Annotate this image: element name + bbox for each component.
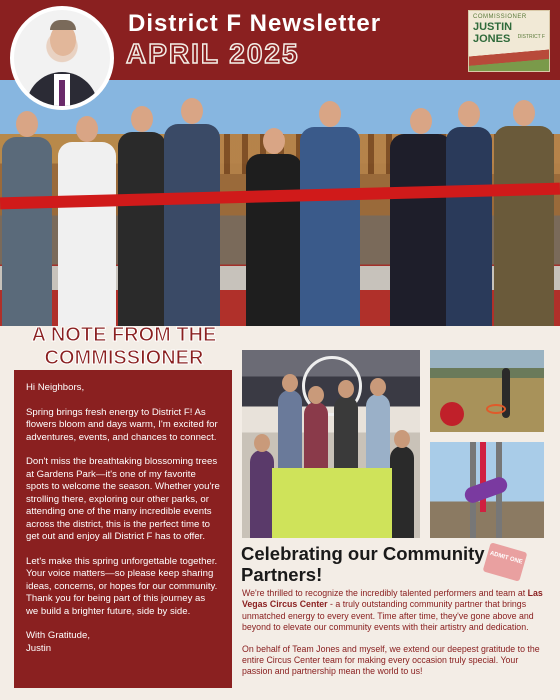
- ticket-icon: ADMIT ONE: [483, 542, 528, 581]
- partners-heading: Celebrating our Community Partners!: [241, 543, 485, 585]
- logo-top-text: COMMISSIONER: [473, 14, 527, 20]
- newsletter-month: APRIL 2025: [126, 38, 300, 69]
- photo-person: [246, 128, 302, 326]
- aerial-silks-photo: [430, 442, 544, 538]
- note-closing: With Gratitude,: [26, 630, 90, 641]
- ribbon-cutting-photo: [0, 80, 560, 326]
- logo-landscape-graphic: [469, 47, 550, 71]
- logo-district: DISTRICT F: [517, 34, 545, 40]
- photo-person: [164, 98, 220, 326]
- logo-name: JUSTIN JONES: [473, 21, 513, 45]
- note-paragraph-2: Don't miss the breathtaking blossoming trees at Gardens Park—it's one of my favorite spots to welcome the season. Whether you're strolling there, exploring our other parks, or attending one of the many incredible events across the district, this is the perfect time to get out and enjoy all District F has to offer.: [26, 456, 220, 542]
- partners-paragraph-1: We're thrilled to recognize the incredibly talented performers and team at Las Vegas Circus Center - a truly outstanding community partner that brings unmatched energy to every event. Time after time, they've gone above and beyond to elevate our community events with their artistry and dedication.: [242, 588, 543, 633]
- partners-paragraph-2: On behalf of Team Jones and myself, we extend our deepest gratitude to the entire Circus Center team for making every occasion truly special. Your passion and partnership mean the world to us!: [242, 643, 540, 677]
- note-paragraph-1: Spring brings fresh energy to District F! As flowers bloom and days warm, I'm excited for adventures, events, and chances to connect.: [26, 406, 218, 443]
- note-paragraph-3: Let's make this spring unforgettable together. Your voice matters—so please keep sharing ideas, concerns, or hopes for our community. Thank you for being part of this journey as we build a brighter future, side by side.: [26, 555, 218, 617]
- note-signature: Justin: [26, 642, 52, 654]
- circus-event-group-photo: [242, 350, 420, 538]
- photo-person: [494, 100, 554, 326]
- photo-person: [390, 108, 452, 326]
- photo-person: [118, 106, 166, 326]
- note-body: [14, 370, 232, 688]
- photo-person: [2, 111, 52, 326]
- newsletter-title: District F Newsletter: [128, 10, 382, 37]
- commissioner-logo: [468, 10, 550, 72]
- partner-name: Las Vegas Circus Center: [242, 588, 543, 610]
- photo-person: [446, 101, 492, 326]
- circus-performer-photo: [430, 350, 544, 432]
- note-greeting: Hi Neighbors,: [26, 382, 85, 393]
- partners-body: [242, 588, 546, 688]
- photo-person: [300, 101, 360, 326]
- note-heading: A NOTE FROM THE COMMISSIONER: [31, 324, 217, 369]
- photo-person: [58, 116, 116, 326]
- commissioner-portrait: [10, 6, 114, 110]
